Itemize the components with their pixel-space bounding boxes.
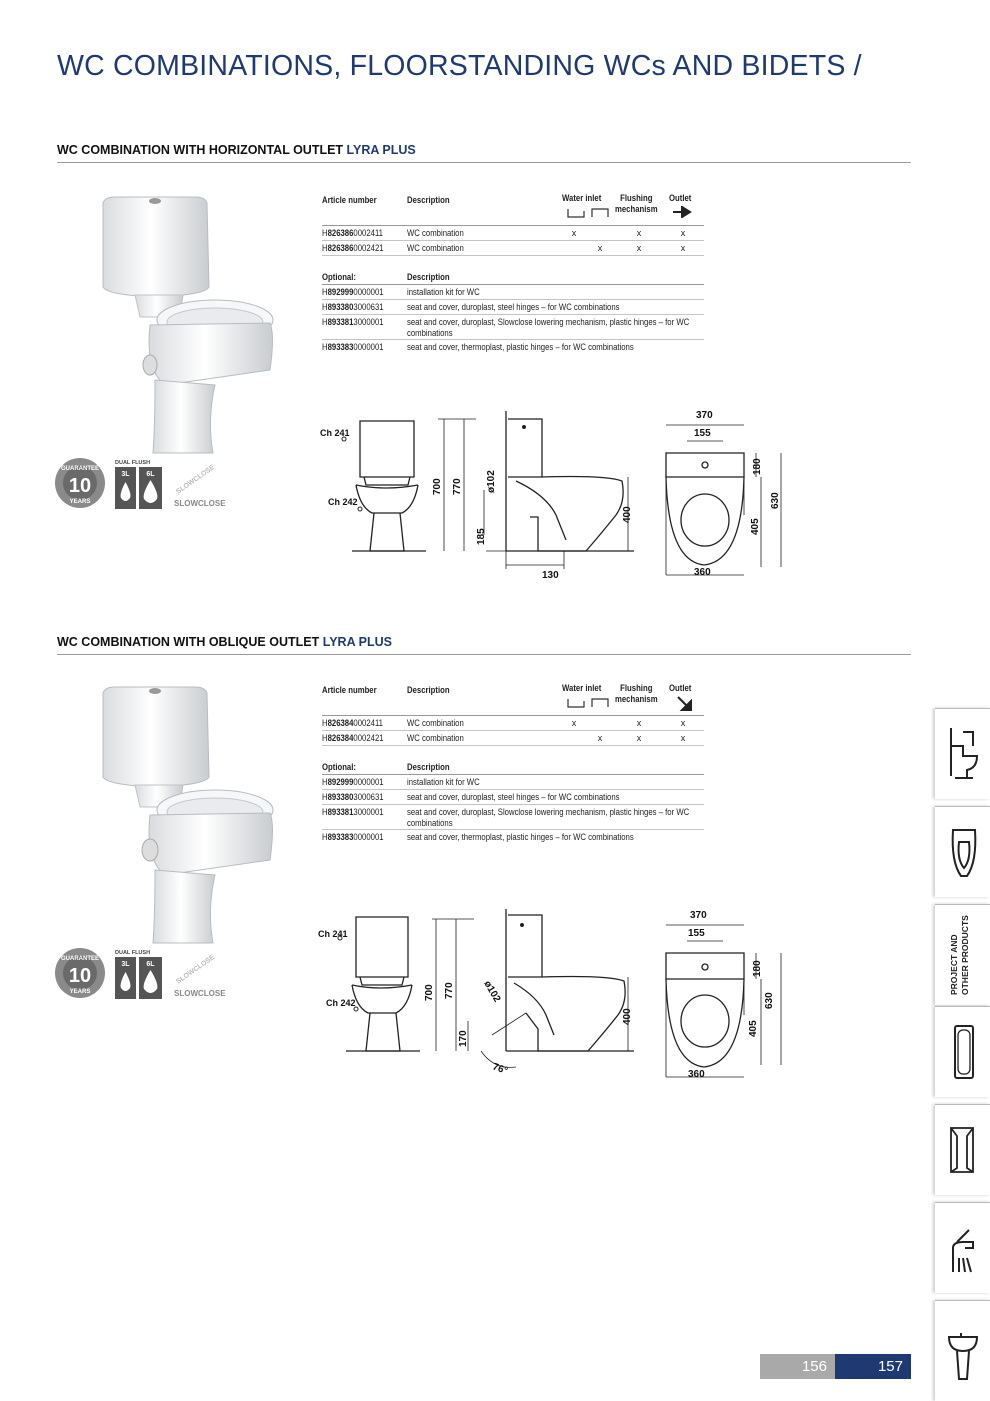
page-title: WC COMBINATIONS, FLOORSTANDING WCs AND BIDETS / (57, 50, 862, 82)
table-row (322, 226, 704, 241)
article-number (322, 317, 384, 327)
col-description: Description (407, 685, 450, 695)
brand-name: LYRA PLUS (346, 143, 416, 157)
optional-row (322, 315, 704, 340)
article-suffix: 3000001 (353, 317, 384, 327)
article-prefix: H (322, 287, 328, 297)
side-tab-label-line2: OTHER PRODUCTS (960, 915, 970, 995)
section-heading-text: WC COMBINATION WITH OBLIQUE OUTLET (57, 635, 323, 649)
col-flushing (615, 193, 658, 215)
optional-row (322, 805, 704, 830)
article-suffix: 0000001 (353, 832, 384, 842)
dimension-155: 155 (688, 928, 705, 939)
article-code: 893383 (327, 832, 354, 842)
col-article-number: Article number (322, 685, 377, 695)
flush-6l-icon (139, 957, 162, 999)
table-row (322, 716, 704, 731)
article-prefix: H (322, 807, 328, 817)
guarantee-badge (55, 458, 105, 508)
article-prefix: H (322, 733, 328, 743)
article-table (322, 193, 704, 354)
technical-drawing (316, 905, 786, 1090)
dimension-630: 630 (770, 492, 781, 509)
water-inlet-mark: x (571, 228, 577, 238)
article-code: 893381 (327, 807, 354, 817)
article-code: 892999 (327, 777, 354, 787)
col-water-inlet: Water inlet (562, 683, 602, 693)
col-flushing-line1: Flushing (620, 193, 653, 203)
washbasin-icon (943, 1321, 983, 1381)
article-prefix: H (322, 792, 328, 802)
flushing-mark: x (636, 733, 642, 743)
article-suffix: 3000631 (353, 302, 384, 312)
article-prefix: H (322, 317, 328, 327)
dimension-102: ø102 (486, 470, 497, 493)
row-description: WC combination (407, 243, 464, 253)
dimension-360: 360 (688, 1069, 705, 1080)
dimension-170: 170 (458, 1030, 469, 1047)
article-code: 893381 (327, 317, 354, 327)
side-tab-project-products[interactable] (935, 904, 990, 1005)
slowclose-label: SLOWCLOSE (174, 499, 226, 508)
toilet-icon (943, 724, 983, 784)
dimension-405: 405 (750, 518, 761, 535)
article-prefix: H (322, 243, 328, 253)
flushing-mark: x (636, 228, 642, 238)
col-flushing-line2: mechanism (615, 694, 658, 704)
side-tab-bathtubs[interactable] (935, 1006, 990, 1097)
horizontal-arrow-icon (672, 206, 694, 218)
dimension-700: 700 (432, 478, 443, 495)
page-number-right: 157 (835, 1354, 911, 1379)
page-number-left: 156 (760, 1354, 835, 1379)
dimension-370: 370 (696, 410, 713, 421)
guarantee-badge (55, 948, 105, 998)
row-description: WC combination (407, 718, 464, 728)
article-prefix: H (322, 777, 328, 787)
dimension-770: 770 (444, 982, 455, 999)
flush-large-label: 6L (146, 471, 155, 478)
article-number (322, 832, 384, 842)
article-prefix: H (322, 832, 328, 842)
article-number (322, 287, 384, 297)
col-outlet: Outlet (669, 683, 692, 693)
row-description: WC combination (407, 733, 464, 743)
article-number (322, 792, 384, 802)
col-flushing-line2: mechanism (615, 204, 658, 214)
guarantee-years-label: YEARS (69, 499, 91, 505)
article-number (322, 718, 383, 728)
flush-small-label: 3L (121, 471, 130, 478)
water-inlet-mark: x (597, 733, 603, 743)
table-header (322, 193, 704, 226)
table-header (322, 683, 704, 716)
article-number (322, 777, 384, 787)
slowclose-watermark: SLOWCLOSE (175, 954, 217, 986)
article-code: 826386 (327, 228, 354, 238)
guarantee-label: GUARANTEE (60, 956, 100, 962)
row-description: installation kit for WC (407, 777, 480, 787)
row-description: seat and cover, duroplast, steel hinges – for WC combinations (407, 792, 620, 802)
optional-header (322, 760, 704, 775)
row-description: seat and cover, thermoplast, plastic hinges – for WC combinations (407, 832, 634, 842)
section-heading (57, 143, 911, 163)
optional-row (322, 285, 704, 300)
outlet-mark: x (680, 733, 686, 743)
table-row (322, 731, 704, 746)
flush-6l-icon (139, 467, 162, 509)
side-tab-shower-enclosures[interactable] (935, 1104, 990, 1195)
article-prefix: H (322, 228, 328, 238)
side-tab-toilets[interactable] (935, 708, 990, 799)
label-ch241: Ch 241 (320, 428, 350, 438)
article-number (322, 733, 384, 743)
row-description: WC combination (407, 228, 464, 238)
article-code: 826386 (327, 243, 354, 253)
side-tab-faucets[interactable] (935, 1202, 990, 1293)
article-suffix: 0000001 (353, 287, 384, 297)
article-code: 826384 (327, 733, 354, 743)
section-heading (57, 635, 911, 655)
slowclose-watermark: SLOWCLOSE (175, 464, 217, 496)
toilet-product-photo (95, 685, 275, 950)
flush-3l-icon (115, 957, 136, 999)
article-prefix: H (322, 342, 328, 352)
side-tab-label-line1: PROJECT AND (949, 934, 959, 995)
slowclose-label: SLOWCLOSE (174, 989, 226, 998)
article-prefix: H (322, 302, 328, 312)
brand-name: LYRA PLUS (322, 635, 392, 649)
article-table (322, 683, 704, 844)
article-number (322, 228, 383, 238)
flush-small-label: 3L (121, 961, 130, 968)
flush-3l-icon (115, 467, 136, 509)
label-ch241: Ch 241 (318, 929, 348, 939)
optional-label: Optional: (322, 762, 356, 772)
article-suffix: 0002411 (353, 228, 383, 238)
col-outlet: Outlet (669, 193, 692, 203)
article-code: 893380 (327, 792, 354, 802)
side-tab-washbasins[interactable] (935, 1300, 990, 1401)
article-suffix: 0000001 (353, 777, 384, 787)
dimension-700: 700 (424, 984, 435, 1001)
dimension-360: 360 (694, 567, 711, 578)
urinal-icon (943, 822, 983, 882)
article-prefix: H (322, 718, 328, 728)
guarantee-years-number: 10 (68, 475, 92, 497)
dimension-400: 400 (622, 506, 633, 523)
label-ch242: Ch 242 (326, 998, 356, 1008)
article-suffix: 0002421 (353, 733, 384, 743)
article-code: 893380 (327, 302, 354, 312)
dimension-770: 770 (452, 478, 463, 495)
optional-row (322, 300, 704, 315)
table-row (322, 241, 704, 256)
toilet-product-photo (95, 195, 275, 460)
oblique-arrow-icon (676, 695, 694, 711)
guarantee-label: GUARANTEE (60, 466, 100, 472)
dimension-155: 155 (694, 428, 711, 439)
water-inlet-mark: x (571, 718, 577, 728)
row-description: seat and cover, duroplast, Slowclose lowering mechanism, plastic hinges – for WC combinations (407, 807, 690, 828)
col-flushing (615, 683, 658, 705)
col-flushing-line1: Flushing (620, 683, 653, 693)
optional-row (322, 790, 704, 805)
article-code: 892999 (327, 287, 354, 297)
dimension-405: 405 (748, 1020, 759, 1037)
article-code: 826384 (327, 718, 354, 728)
article-suffix: 0000001 (353, 342, 384, 352)
dimension-180: 180 (752, 458, 763, 475)
dimension-400: 400 (622, 1008, 633, 1025)
article-code: 893383 (327, 342, 354, 352)
optional-label: Optional: (322, 272, 356, 282)
col-description: Description (407, 195, 450, 205)
label-ch242: Ch 242 (328, 497, 358, 507)
article-suffix: 0002421 (353, 243, 384, 253)
flush-large-label: 6L (146, 961, 155, 968)
dimension-102: ø102 (481, 979, 503, 1005)
dimension-630: 630 (764, 992, 775, 1009)
faucet-icon (943, 1218, 983, 1278)
bathtub-icon (943, 1022, 983, 1082)
col-water-inlet: Water inlet (562, 193, 602, 203)
article-number (322, 243, 384, 253)
col-article-number: Article number (322, 195, 377, 205)
dual-flush-label: DUAL FLUSH (115, 460, 151, 466)
outlet-mark: x (680, 228, 686, 238)
dimension-370: 370 (690, 910, 707, 921)
side-tab-urinals[interactable] (935, 806, 990, 897)
water-inlet-mark: x (597, 243, 603, 253)
dimension-185: 185 (476, 528, 487, 545)
feature-badges (54, 946, 234, 1002)
shower-enclosure-icon (943, 1120, 983, 1180)
feature-badges (54, 456, 234, 512)
water-inlet-icon (566, 207, 610, 219)
water-inlet-icon (566, 697, 610, 709)
optional-header (322, 270, 704, 285)
flushing-mark: x (636, 243, 642, 253)
dimension-180: 180 (752, 960, 763, 977)
article-suffix: 3000631 (353, 792, 384, 802)
row-description: seat and cover, duroplast, steel hinges – for WC combinations (407, 302, 620, 312)
article-number (322, 807, 384, 817)
row-description: seat and cover, duroplast, Slowclose lowering mechanism, plastic hinges – for WC combinations (407, 317, 690, 338)
optional-row (322, 830, 704, 844)
article-number (322, 342, 384, 352)
optional-description-label: Description (407, 272, 450, 282)
article-number (322, 302, 384, 312)
section-heading-text: WC COMBINATION WITH HORIZONTAL OUTLET (57, 143, 347, 157)
side-tab-label (949, 915, 971, 995)
row-description: seat and cover, thermoplast, plastic hinges – for WC combinations (407, 342, 634, 352)
dimension-130: 130 (542, 570, 559, 581)
optional-description-label: Description (407, 762, 450, 772)
optional-row (322, 775, 704, 790)
outlet-mark: x (680, 243, 686, 253)
article-suffix: 0002411 (353, 718, 383, 728)
flushing-mark: x (636, 718, 642, 728)
row-description: installation kit for WC (407, 287, 480, 297)
outlet-mark: x (680, 718, 686, 728)
guarantee-years-label: YEARS (69, 989, 91, 995)
dual-flush-label: DUAL FLUSH (115, 950, 151, 956)
optional-row (322, 340, 704, 354)
technical-drawing (316, 405, 786, 590)
guarantee-years-number: 10 (68, 965, 92, 987)
dimension-76: 76° (490, 1061, 509, 1077)
article-suffix: 3000001 (353, 807, 384, 817)
